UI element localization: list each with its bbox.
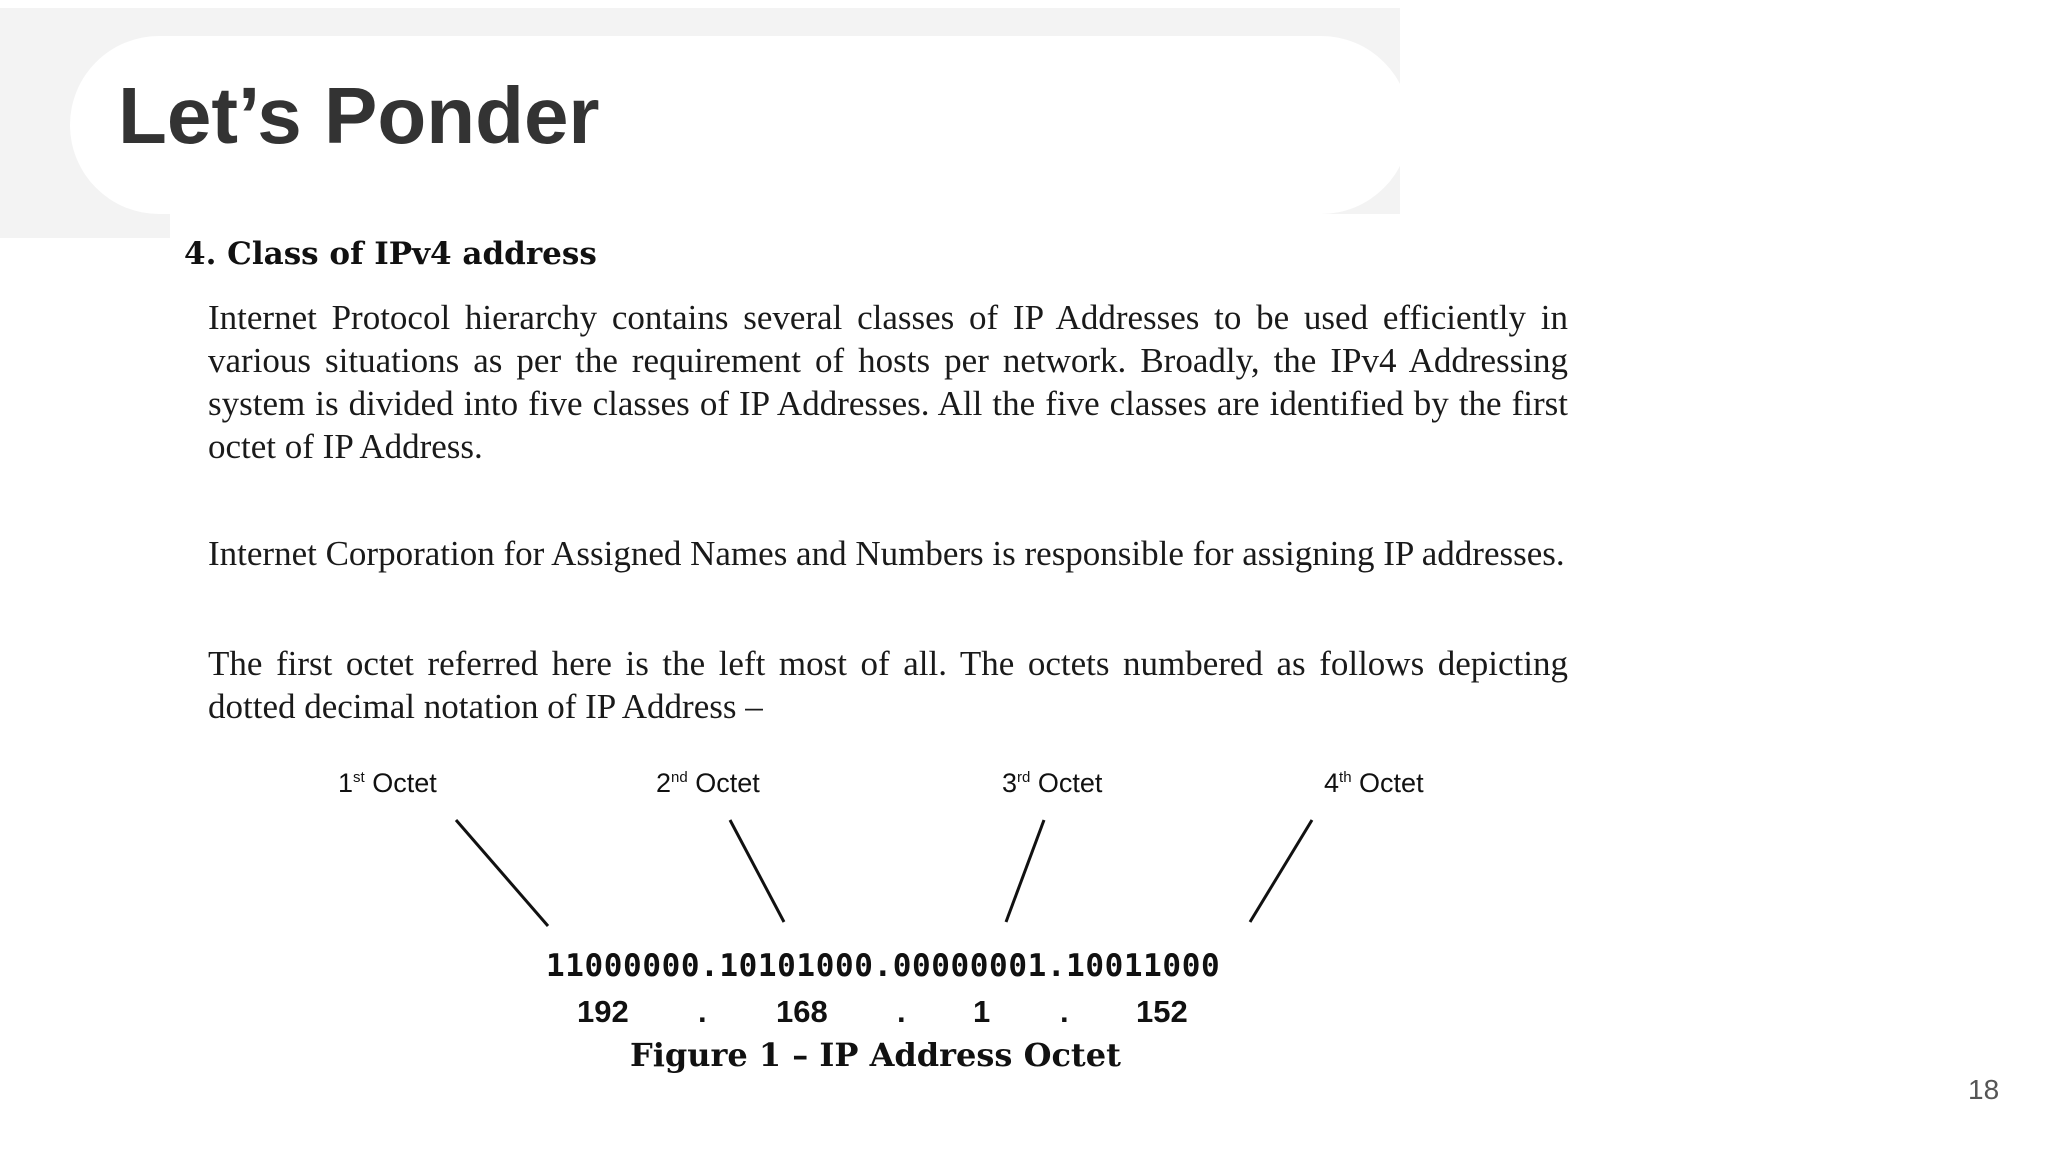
octet-line-1 xyxy=(456,820,548,926)
octet-line-3 xyxy=(1006,820,1044,922)
page-number: 18 xyxy=(1968,1074,2000,1105)
decimal-octet-3: 1 xyxy=(973,994,991,1029)
decimal-octet-4: 152 xyxy=(1136,994,1188,1029)
decimal-octet-2: 168 xyxy=(776,994,828,1029)
octet-label-1: 1st Octet xyxy=(338,768,437,798)
paragraph-1: Internet Protocol hierarchy contains several classes of IP Addresses to be used efficiently in various situations as per the requirement of hosts per network. Broadly, the IPv4 Addressing system is divided into five classes of IP Addresses. All the five classes are identified by the first octet of IP Address. xyxy=(208,298,1568,466)
figure-caption: Figure 1 – IP Address Octet xyxy=(630,1036,1121,1074)
octet-label-2: 2nd Octet xyxy=(656,768,760,798)
octet-label-3: 3rd Octet xyxy=(1002,768,1103,798)
octet-label-4: 4th Octet xyxy=(1324,768,1424,798)
octet-line-4 xyxy=(1250,820,1312,922)
decimal-dot-2: . xyxy=(897,994,906,1029)
slide-title: Let’s Ponder xyxy=(118,71,600,160)
decimal-dot-1: . xyxy=(698,994,707,1029)
decimal-octet-1: 192 xyxy=(577,994,629,1029)
octet-line-2 xyxy=(730,820,784,922)
paragraph-3: The first octet referred here is the left most of all. The octets numbered as follows depicting dotted decimal notation of IP Address – xyxy=(208,644,1568,726)
binary-address: 11000000.10101000.00000001.10011000 xyxy=(546,948,1221,984)
decimal-dot-3: . xyxy=(1060,994,1069,1029)
paragraph-2: Internet Corporation for Assigned Names and Numbers is responsible for assigning IP addresses. xyxy=(208,534,1565,573)
section-heading: 4. Class of IPv4 address xyxy=(184,236,597,272)
